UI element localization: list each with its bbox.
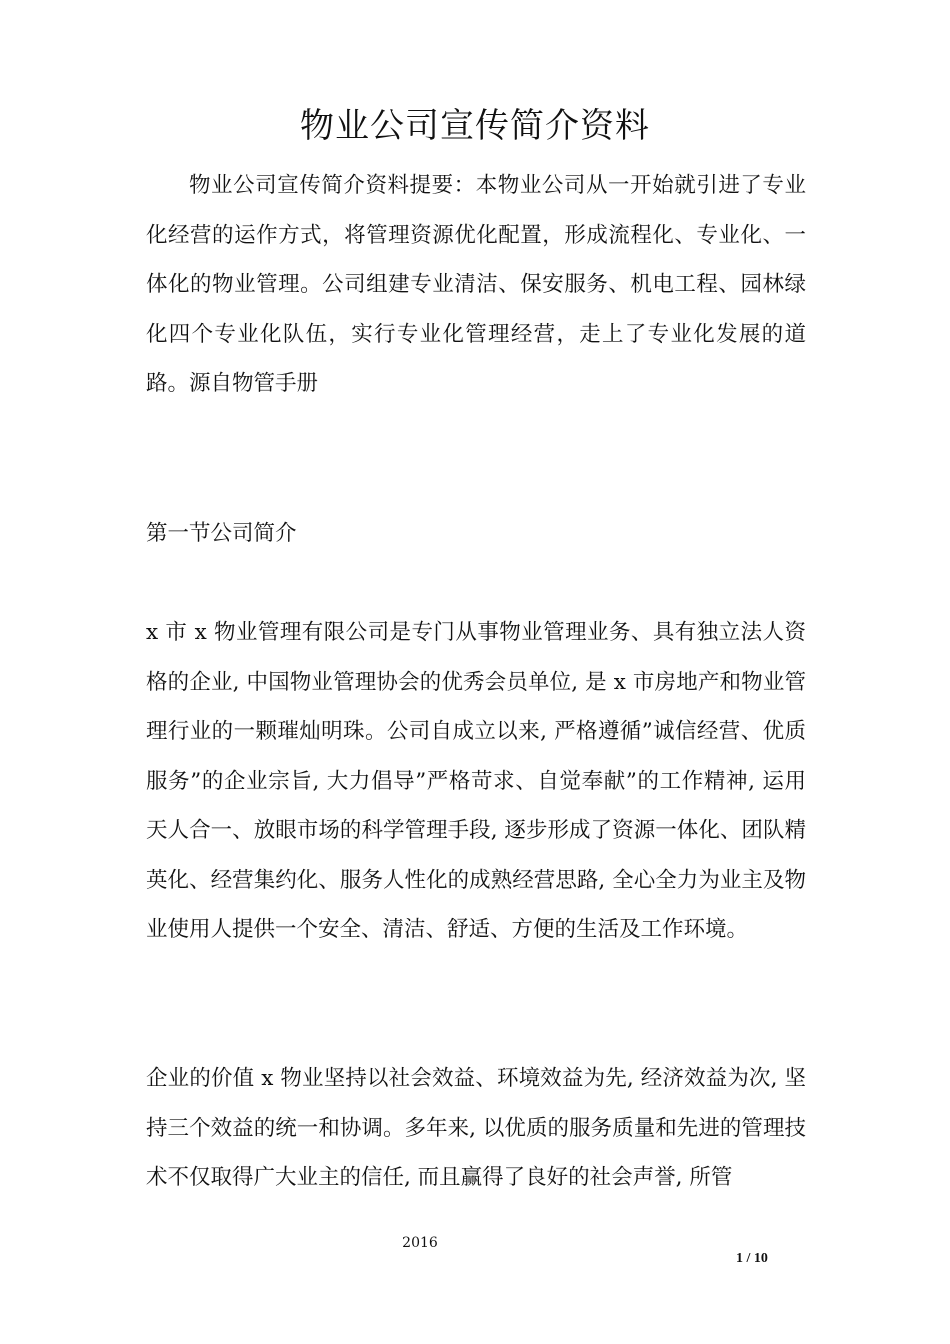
values-paragraph: 企业的价值 x 物业坚持以社会效益、环境效益为先, 经济效益为次, 坚持三个效益的统一和协调。多年来, 以优质的服务质量和先进的管理技术不仅取得广大业主的信任, 而且赢得了良好的社会声誉, 所管 (146, 1066, 806, 1190)
page-title: 物业公司宣传简介资料 (300, 106, 650, 146)
footer-year: 2016 (402, 1235, 438, 1251)
page-number: 1 / 10 (736, 1251, 768, 1266)
intro-paragraph: 物业公司宣传简介资料提要：本物业公司从一开始就引进了专业化经营的运作方式，将管理资源优化配置，形成流程化、专业化、一体化的物业管理。公司组建专业清洁、保安服务、机电工程、园林绿化四个专业化队伍，实行专业化管理经营，走上了专业化发展的道路。源自物管手册 (146, 173, 806, 396)
section-body-paragraph: x 市 x 物业管理有限公司是专门从事物业管理业务、具有独立法人资格的企业, 中国物业管理协会的优秀会员单位, 是 x 市房地产和物业管理行业的一颗璀灿明珠。公司自成立以来, 严格遵循”诚信经营、优质服务”的企业宗旨, 大力倡导”严格苛求、自觉奉献”的工作精神, 运用天人合一、放眼市场的科学管理手段, 逐步形成了资源一体化、团队精英化、经营集约化、服务人性化的成熟经营思路, 全心全力为业主及物业使用人提供一个安全、清洁、舒适、方便的生活及工作环境。 (146, 620, 806, 942)
section-heading: 第一节公司简介 (146, 521, 297, 546)
